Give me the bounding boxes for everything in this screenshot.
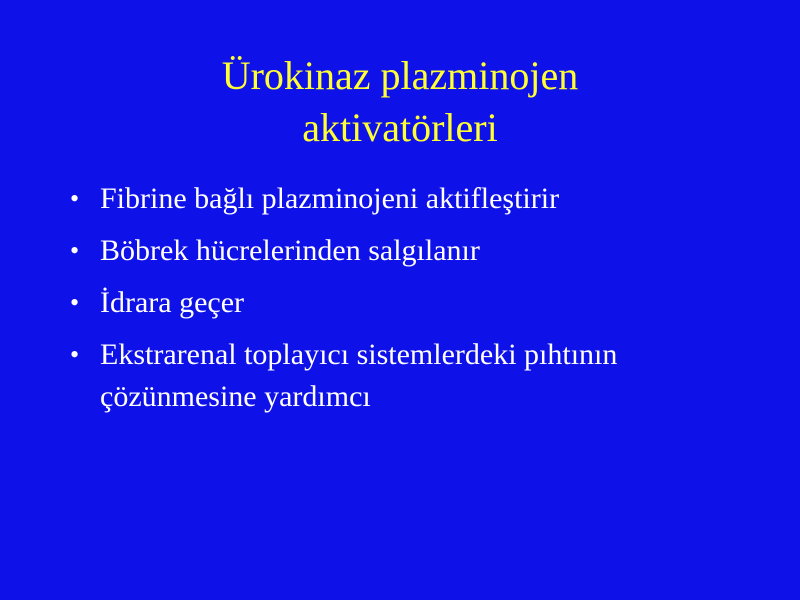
slide-title (0, 50, 800, 154)
bullet-text: Fibrine bağlı plazminojeni aktifleştirir (100, 182, 560, 215)
bullet-dot-icon: • (70, 340, 80, 369)
slide-title-line-1: Ürokinaz plazminojen (221, 53, 579, 98)
bullet-list (70, 178, 770, 428)
bullet-dot-icon: • (70, 236, 80, 265)
bullet-item (70, 282, 770, 324)
bullet-text: İdrara geçer (100, 286, 245, 319)
bullet-item (70, 178, 770, 220)
bullet-text: Ekstrarenal toplayıcı sistemlerdeki pıhtının çözünmesine yardımcı (100, 338, 618, 413)
bullet-dot-icon: • (70, 288, 80, 317)
bullet-text: Böbrek hücrelerinden salgılanır (100, 234, 480, 267)
bullet-item (70, 230, 770, 272)
bullet-dot-icon: • (70, 184, 80, 213)
bullet-item (70, 334, 770, 418)
slide-title-line-2: aktivatörleri (302, 105, 498, 150)
